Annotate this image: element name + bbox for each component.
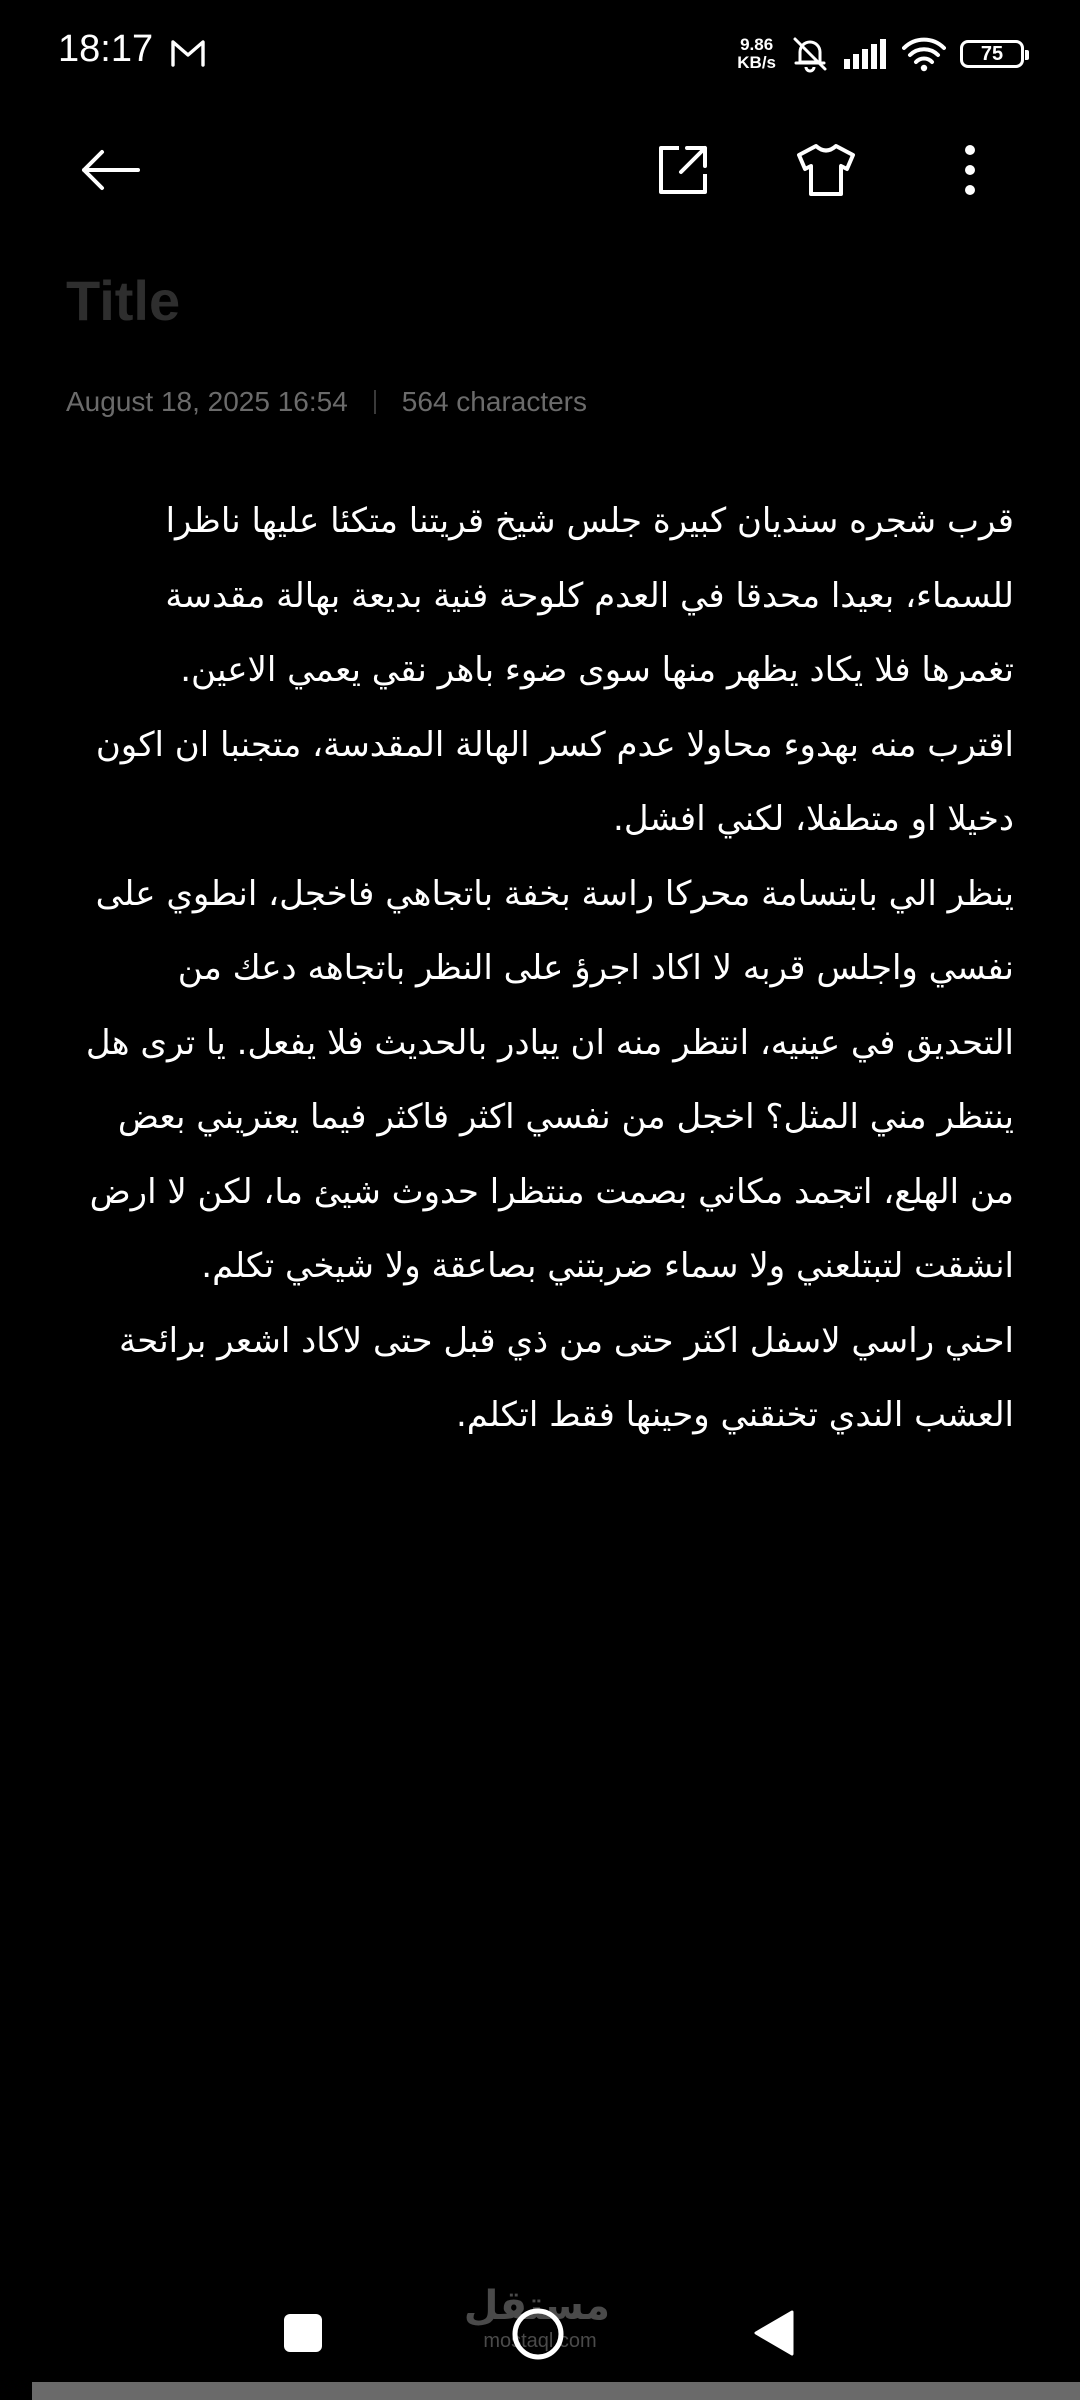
more-options-button[interactable]	[930, 130, 1010, 210]
back-triangle-icon[interactable]	[752, 2308, 796, 2358]
signal-icon	[844, 39, 888, 69]
note-title-field[interactable]: Title	[66, 269, 181, 332]
status-bar	[0, 0, 1080, 108]
navigation-bar	[0, 2280, 1080, 2388]
mute-bell-icon	[790, 34, 830, 74]
theme-button[interactable]	[786, 130, 866, 210]
app-bar	[0, 120, 1080, 220]
back-arrow-icon	[78, 146, 142, 194]
bottom-strip	[32, 2382, 1080, 2400]
note-meta	[66, 386, 587, 418]
wifi-icon	[902, 36, 946, 72]
network-speed	[737, 36, 776, 72]
share-button[interactable]	[643, 130, 723, 210]
share-icon	[655, 142, 711, 198]
status-icons	[737, 32, 1024, 76]
note-body-text[interactable]: قرب شجره سنديان كبيرة جلس شيخ قريتنا متكئا عليها ناظرا للسماء، بعيدا محدقا في العدم كلوحة فنية بديعة بهالة مقدسة تغمرها فلا يكاد يظهر منها سوى ضوء باهر نقي يعمي الاعين. اقترب منه بهدوء محاولا عدم كسر الهالة المقدسة، متجنبا ان اكون دخيلا او متطفلا، لكني افشل. ينظر الي بابتسامة محركا راسة بخفة باتجاهي فاخجل، انطوي على نفسي واجلس قربه لا اكاد اجرؤ على النظر باتجاهه دعك من التحديق في عينيه، انتظر منه ان يبادر بالحديث فلا يفعل. يا ترى هل ينتظر مني المثل؟ اخجل من نفسي اكثر فاكثر فيما يعتريني بعض من الهلع، اتجمد مكاني بصمت منتظرا حدوث شيئ ما، لكن لا ارض انشقت لتبتلعني ولا سماء ضربتني بصاعقة ولا شيخي تكلم. احني راسي لاسفل اكثر حتى من ذي قبل حتى لاكاد اشعر برائحة العشب الندي تخنقني وحينها فقط اتكلم.	[85, 501, 1014, 1435]
meta-divider	[374, 390, 376, 414]
theme-shirt-icon	[796, 143, 856, 197]
status-time: 18:17	[58, 28, 154, 70]
mail-icon	[170, 38, 206, 68]
back-button[interactable]	[70, 130, 150, 210]
battery-icon	[960, 40, 1024, 68]
home-circle-icon[interactable]	[510, 2306, 566, 2362]
more-vert-icon	[964, 144, 976, 196]
net-speed-value: 9.86	[740, 35, 774, 54]
watermark-arabic: مستقل	[463, 2283, 610, 2329]
watermark-latin: mostaql.com	[483, 2330, 597, 2352]
battery-level: 75	[980, 42, 1004, 65]
note-date: August 18, 2025 16:54	[66, 386, 348, 417]
net-speed-unit: KB/s	[737, 53, 776, 72]
recents-square-icon[interactable]	[284, 2314, 322, 2352]
char-count: 564 characters	[401, 386, 588, 417]
